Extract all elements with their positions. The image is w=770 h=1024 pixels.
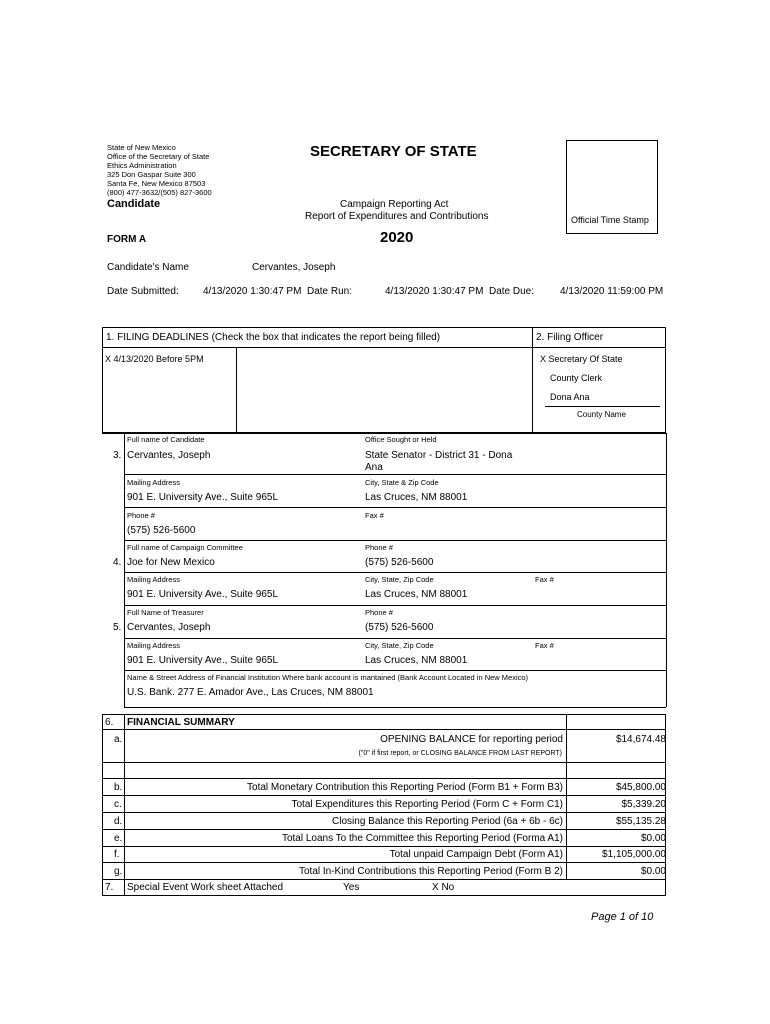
agency-line: State of New Mexico (107, 143, 176, 152)
divider (666, 433, 667, 707)
divider (102, 347, 666, 348)
summary-number: 6. (105, 717, 114, 728)
field-label: Name & Street Address of Financial Institution Where bank account is mantained (Bank Account Located in New Mexico) (127, 673, 529, 682)
field-label: Full name of Candidate (127, 435, 205, 444)
special-event-no[interactable]: X No (432, 882, 455, 893)
special-event-label: Special Event Work sheet Attached (127, 882, 284, 893)
divider (102, 778, 666, 779)
divider (124, 540, 666, 541)
field-label: Full name of Campaign Committee (127, 543, 243, 552)
opening-balance-label: OPENING BALANCE for reporting period (380, 734, 563, 745)
divider (124, 507, 666, 508)
date-due-label: Date Due: (489, 286, 535, 297)
divider (102, 795, 666, 796)
treasurer-name: Cervantes, Joseph (127, 622, 211, 633)
row-label: Total In-Kind Contributions this Reporting Period (Form B 2) (298, 866, 563, 877)
row-letter: b. (114, 782, 123, 793)
report-year: 2020 (380, 229, 414, 246)
divider (102, 879, 666, 880)
section-number: 4. (113, 557, 122, 568)
section-number: 7. (105, 882, 114, 893)
agency-address-block (107, 143, 212, 197)
page-number: Page 1 of 10 (591, 911, 654, 923)
divider (124, 670, 666, 671)
row-value: $0.00 (640, 866, 666, 877)
field-label: Office Sought or Held (365, 435, 437, 444)
committee-name: Joe for New Mexico (127, 557, 215, 568)
office-line: State Senator - District 31 - Dona (365, 450, 513, 461)
date-submitted-label: Date Submitted: (107, 286, 179, 297)
divider (102, 762, 666, 763)
divider (124, 707, 666, 708)
field-label: Phone # (365, 608, 393, 617)
field-label: Fax # (535, 575, 554, 584)
field-label: Phone # (127, 511, 155, 520)
agency-line: (800) 477-3632/(505) 827-3600 (107, 188, 212, 197)
divider (102, 729, 666, 730)
mailing-address: 901 E. University Ave., Suite 965L (127, 589, 279, 600)
row-label: Total Monetary Contribution this Reporting Period (Form B1 + Form B3) (247, 782, 563, 793)
row-letter: a. (114, 734, 123, 745)
divider (102, 862, 666, 863)
divider (124, 605, 666, 606)
row-value: $0.00 (640, 833, 666, 844)
deadlines-header: 1. FILING DEADLINES (Check the box that indicates the report being filled) (106, 332, 441, 343)
county-value: Dona Ana (550, 392, 590, 402)
office-sought (365, 450, 512, 474)
filing-officer-header: 2. Filing Officer (536, 332, 604, 343)
county-name-label: County Name (577, 410, 626, 419)
time-stamp-label: Official Time Stamp (571, 215, 649, 225)
field-label: City, State, Zip Code (365, 641, 434, 650)
agency-line: Santa Fe, New Mexico 87503 (107, 179, 206, 188)
divider (566, 714, 567, 879)
county-underline (545, 406, 660, 407)
mailing-address: 901 E. University Ave., Suite 965L (127, 492, 279, 503)
field-label: Full Name of Treasurer (127, 608, 204, 617)
row-label: Total Expenditures this Reporting Period (Form C + Form C1) (291, 799, 563, 810)
act-line: Campaign Reporting Act (340, 199, 449, 210)
field-label: Mailing Address (127, 575, 180, 584)
city-state-zip: Las Cruces, NM 88001 (365, 492, 468, 503)
date-due: 4/13/2020 11:59:00 PM (560, 286, 664, 297)
divider (102, 846, 666, 847)
row-value: $55,135.28 (615, 816, 666, 827)
phone: (575) 526-5600 (365, 557, 434, 568)
report-line: Report of Expenditures and Contributions (305, 211, 489, 222)
page-title: SECRETARY OF STATE (310, 143, 477, 160)
section-number: 3. (113, 450, 122, 461)
field-label: Mailing Address (127, 478, 180, 487)
mailing-address: 901 E. University Ave., Suite 965L (127, 655, 279, 666)
bank-info: U.S. Bank. 277 E. Amador Ave., Las Cruces, NM 88001 (127, 687, 374, 698)
field-label: City, State & Zip Code (365, 478, 439, 487)
special-event-yes[interactable]: Yes (343, 882, 360, 893)
row-letter: f. (114, 849, 120, 860)
candidate-name: Cervantes, Joseph (252, 262, 336, 273)
divider (532, 327, 533, 433)
divider (102, 433, 666, 434)
field-label: Mailing Address (127, 641, 180, 650)
row-value: $5,339.20 (621, 799, 666, 810)
row-label: Total unpaid Campaign Debt (Form A1) (389, 849, 563, 860)
form-label: FORM A (107, 234, 147, 245)
date-run-label: Date Run: (307, 286, 353, 297)
summary-title: FINANCIAL SUMMARY (127, 717, 235, 728)
row-letter: d. (114, 816, 123, 827)
opening-balance-value: $14,674.48 (615, 734, 666, 745)
deadline-selected[interactable]: X 4/13/2020 Before 5PM (105, 354, 204, 364)
row-value: $1,105,000.00 (602, 849, 666, 860)
row-letter: c. (114, 799, 122, 810)
phone: (575) 526-5600 (127, 525, 196, 536)
candidate-full-name: Cervantes, Joseph (127, 450, 211, 461)
row-letter: e. (114, 833, 123, 844)
phone: (575) 526-5600 (365, 622, 434, 633)
field-label: Fax # (535, 641, 554, 650)
date-submitted: 4/13/2020 1:30:47 PM (203, 286, 302, 297)
field-label: City, State, Zip Code (365, 575, 434, 584)
divider (124, 638, 666, 639)
city-state-zip: Las Cruces, NM 88001 (365, 589, 468, 600)
candidate-name-label: Candidate's Name (107, 262, 189, 273)
agency-line: 325 Don Gaspar Suite 300 (107, 170, 196, 179)
agency-line: Ethics Administration (107, 161, 177, 170)
row-value: $45,800.00 (615, 782, 666, 793)
divider (236, 347, 237, 433)
date-run: 4/13/2020 1:30:47 PM (385, 286, 484, 297)
divider (124, 714, 125, 896)
filing-officer-selected[interactable]: X Secretary Of State (540, 354, 623, 364)
section-number: 5. (113, 622, 122, 633)
divider (124, 572, 666, 573)
field-label: Fax # (365, 511, 384, 520)
candidate-label: Candidate (107, 198, 161, 210)
row-label: Total Loans To the Committee this Reporting Period (Forma A1) (281, 833, 563, 844)
opening-balance-note: ("0" if first report, or CLOSING BALANCE FROM LAST REPORT) (358, 750, 562, 757)
divider (102, 829, 666, 830)
divider (124, 474, 666, 475)
office-line: Ana (365, 462, 383, 473)
row-letter: g. (114, 866, 123, 877)
city-state-zip: Las Cruces, NM 88001 (365, 655, 468, 666)
field-label: Phone # (365, 543, 393, 552)
agency-line: Office of the Secretary of State (107, 152, 210, 161)
divider (102, 812, 666, 813)
row-label: Closing Balance this Reporting Period (6a + 6b - 6c) (332, 816, 563, 827)
county-clerk-option[interactable]: County Clerk (550, 373, 603, 383)
